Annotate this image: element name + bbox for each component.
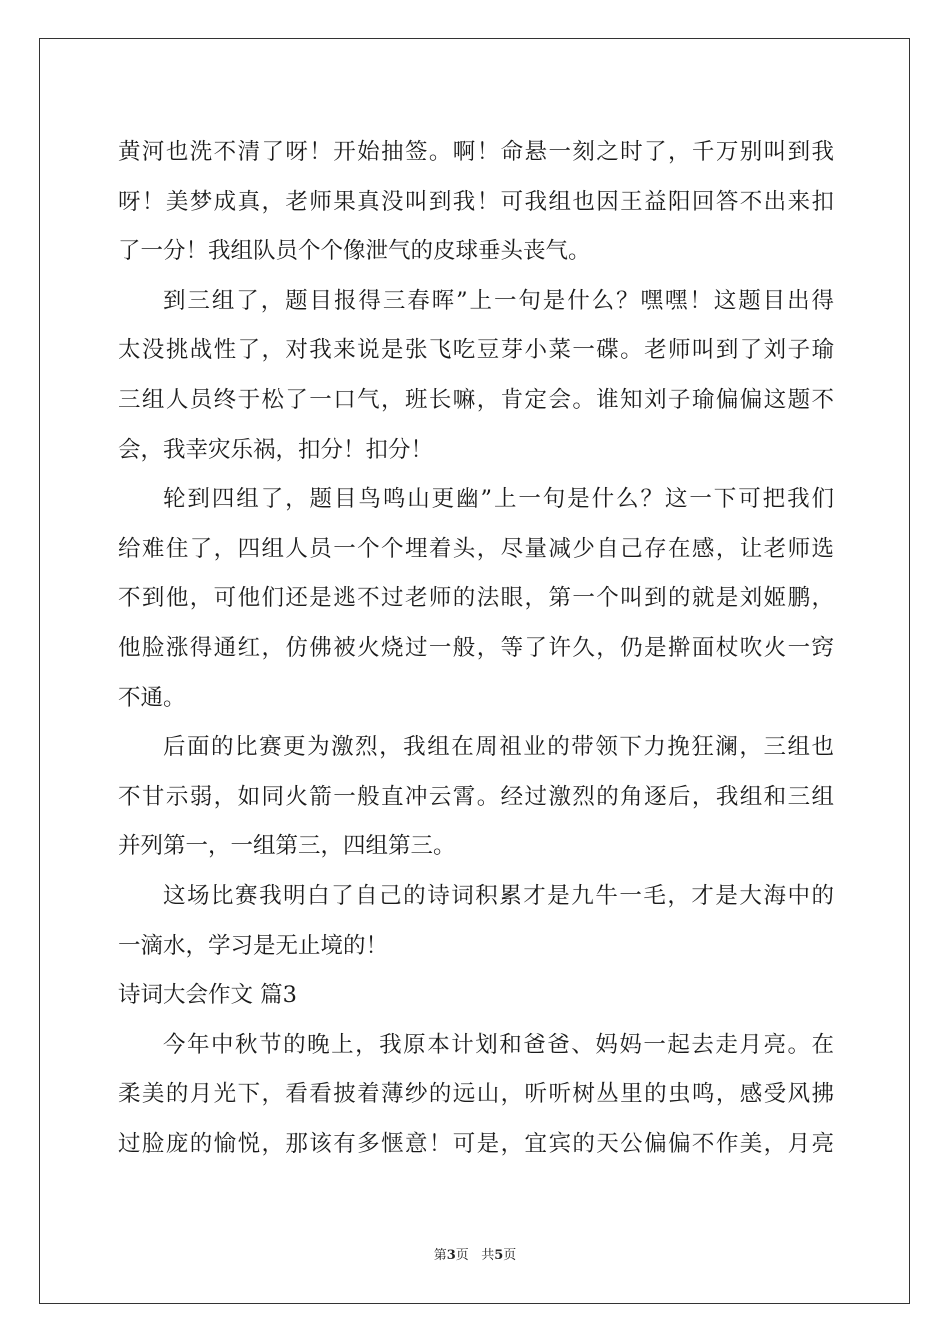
text-line: 会，我幸灾乐祸，扣分！扣分！: [118, 436, 434, 463]
text-line: 给难住了，四组人员一个个埋着头，尽量减少自己存在感，让老师选: [118, 535, 834, 562]
section-heading: 诗词大会作文 篇3: [118, 982, 297, 1009]
text-line: 今年中秋节的晚上，我原本计划和爸爸、妈妈一起去走月亮。在: [163, 1031, 834, 1058]
text-line: 一滴水，学习是无止境的！: [118, 932, 389, 959]
text-line: 后面的比赛更为激烈，我组在周祖业的带领下力挽狂澜，三组也: [163, 734, 834, 761]
text-line: 不到他，可他们还是逃不过老师的法眼，第一个叫到的就是刘姬鹏，: [118, 585, 834, 612]
footer-page-suffix: 页: [455, 1248, 469, 1263]
text-line: 到三组了，题目报得三春晖”上一句是什么？嘿嘿！这题目出得: [163, 287, 834, 314]
text-line: 太没挑战性了，对我来说是张飞吃豆芽小菜一碟。老师叫到了刘子瑜: [118, 337, 834, 364]
text-line: 不甘示弱，如同火箭一般直冲云霄。经过激烈的角逐后，我组和三组: [118, 783, 834, 810]
text-line: 并列第一，一组第三，四组第三。: [118, 833, 456, 860]
footer-prefix: 第: [433, 1248, 447, 1263]
page-footer: [0, 1244, 950, 1263]
footer-total-prefix: 共: [481, 1248, 495, 1263]
text-line: 轮到四组了，题目鸟鸣山更幽”上一句是什么？这一下可把我们: [163, 486, 834, 513]
text-line: 过脸庞的愉悦，那该有多惬意！可是，宜宾的天公偏偏不作美，月亮: [118, 1130, 834, 1157]
total-page-number: 5: [494, 1248, 504, 1263]
text-line: 了一分！我组队员个个像泄气的皮球垂头丧气。: [118, 238, 591, 265]
current-page-number: 3: [446, 1248, 456, 1263]
text-line: 三组人员终于松了一口气，班长嘛，肯定会。谁知刘子瑜偏偏这题不: [118, 386, 834, 413]
text-line: 柔美的月光下，看看披着薄纱的远山，听听树丛里的虫鸣，感受风拂: [118, 1081, 834, 1108]
text-line: 这场比赛我明白了自己的诗词积累才是九牛一毛，才是大海中的: [163, 882, 834, 909]
document-body: [118, 128, 834, 1169]
text-line: 他脸涨得通红，仿佛被火烧过一般，等了许久，仍是擀面杖吹火一窍: [118, 634, 834, 661]
text-line: 呀！美梦成真，老师果真没叫到我！可我组也因王益阳回答不出来扣: [118, 188, 834, 215]
text-line: 不通。: [118, 684, 186, 711]
footer-total-suffix: 页: [503, 1248, 517, 1263]
text-line: 黄河也洗不清了呀！开始抽签。啊！命悬一刻之时了，千万别叫到我: [118, 139, 834, 165]
